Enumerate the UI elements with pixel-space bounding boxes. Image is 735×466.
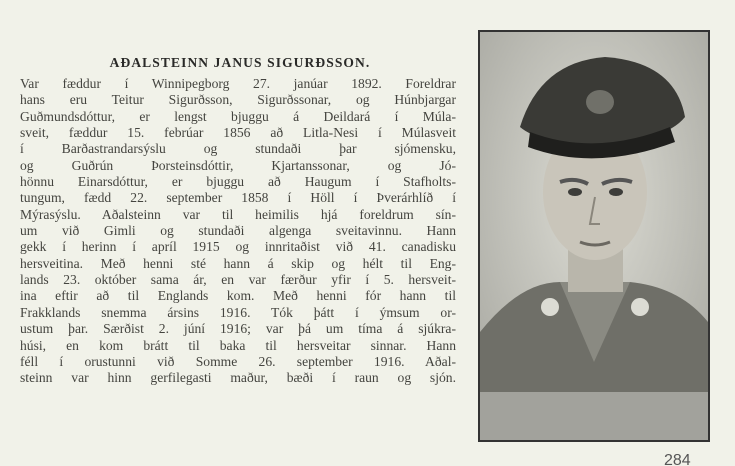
text-line: Var fæddur í Winnipegborg 27. janúar 1892. Foreldrar bbox=[20, 76, 456, 91]
text-line: gekk í herinn í apríl 1915 og innritaðist við 41. canadisku bbox=[20, 239, 456, 255]
text-line: hersveitina. Með henni sté hann á skip og hélt til Eng- bbox=[20, 255, 456, 271]
page-number: 284 bbox=[664, 452, 691, 466]
text-line: ustum þar. Særðist 2. júní 1916; var þá um tíma á sjúkra- bbox=[20, 321, 456, 337]
portrait-photo bbox=[478, 30, 710, 442]
text-line: lands 23. október sama ár, en var færður yfir í 5. hersveit- bbox=[20, 272, 456, 288]
text-line: og Guðrún Þorsteinsdóttir, Kjartanssonar, og Jó- bbox=[20, 157, 456, 173]
text-line: í Barðastrandarsýslu og stundaði þar sjómensku, bbox=[20, 141, 456, 157]
text-line: hönnu Einarsdóttur, er bjuggu að Haugum í Stafholts- bbox=[20, 174, 456, 190]
soldier-portrait-image bbox=[480, 32, 708, 440]
article-title: AÐALSTEINN JANUS SIGURÐSSON. bbox=[109, 55, 371, 70]
text-line: Guðmundsdóttur, er lengst bjuggu á Deildará í Múla- bbox=[20, 108, 456, 124]
text-line: um við Gimli og stundaði algenga sveitavinnu. Hann bbox=[20, 223, 456, 239]
text-line: sveit, fæddur 15. febrúar 1856 að Litla-Nesi í Múlasveit bbox=[20, 125, 456, 141]
text-line: Mýrasýslu. Aðalsteinn var til heimilis hjá foreldrum sín- bbox=[20, 206, 456, 222]
text-line: tungum, fædd 22. september 1858 í Höll í Þverárhlíð í bbox=[20, 190, 456, 206]
article-body bbox=[20, 76, 456, 387]
text-line: ina eftir að til Englands kom. Með henni fór hann til bbox=[20, 288, 456, 304]
text-line: húsi, en kom brátt til baka til hersveitar sinnar. Hann bbox=[20, 337, 456, 353]
text-line: Frakklands snemma ársins 1916. Tók þátt í ýmsum or- bbox=[20, 304, 456, 320]
text-line: féll í orustunni við Somme 26. september 1916. Aðal- bbox=[20, 353, 456, 369]
text-line: steinn var hinn gerfilegasti maður, bæði í raun og sjón. bbox=[20, 370, 456, 386]
text-line: hans eru Teitur Sigurðsson, Sigurðssonar, og Húnbjargar bbox=[20, 92, 456, 108]
